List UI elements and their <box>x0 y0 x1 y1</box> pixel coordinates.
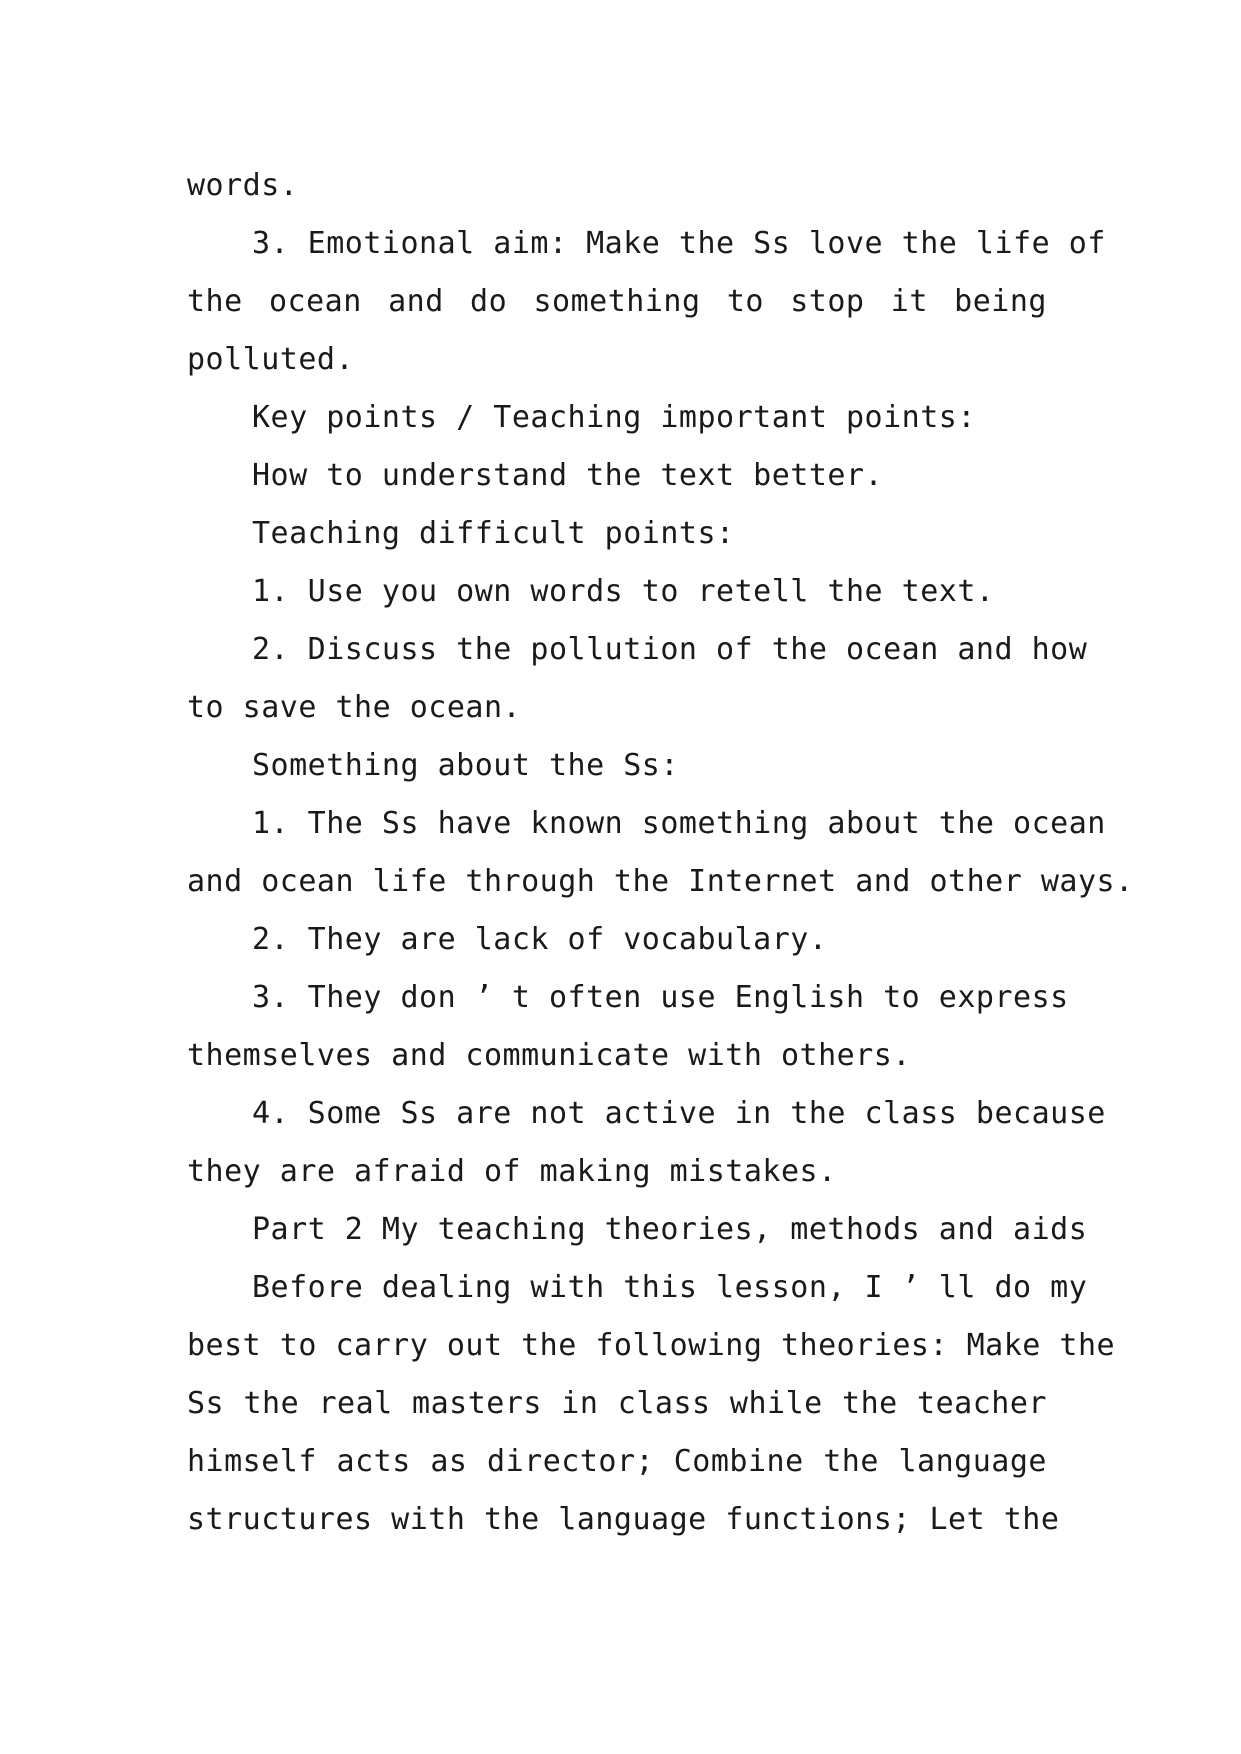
section-heading: Something about the Ss: <box>252 748 679 783</box>
text-line: polluted. <box>187 342 355 377</box>
text-line: to save the ocean. <box>187 690 522 725</box>
text-line: 1. The Ss have known something about the ocean <box>252 806 1106 841</box>
section-heading: Key points / Teaching important points: <box>252 400 976 435</box>
text-line: Ss the real masters in class while the teacher <box>187 1386 1047 1421</box>
text-line: best to carry out the following theories: Make the <box>187 1328 1116 1363</box>
text-line: themselves and communicate with others. <box>187 1038 911 1073</box>
text-line: and ocean life through the Internet and other ways. <box>187 864 1134 899</box>
text-line: 1. Use you own words to retell the text. <box>252 574 995 609</box>
section-heading: Part 2 My teaching theories, methods and aids <box>252 1212 1088 1247</box>
text-line: himself acts as director; Combine the language <box>187 1444 1047 1479</box>
text-line: the ocean and do something to stop it being <box>187 284 1047 319</box>
text-line: 3. Emotional aim: Make the Ss love the life of <box>252 226 1106 261</box>
text-line: they are afraid of making mistakes. <box>187 1154 837 1189</box>
text-line: 3. They don ’ t often use English to express <box>252 980 1069 1015</box>
text-line: 2. They are lack of vocabulary. <box>252 922 828 957</box>
text-line: 4. Some Ss are not active in the class because <box>252 1096 1106 1131</box>
text-line: Before dealing with this lesson, I ’ ll do my <box>252 1270 1088 1305</box>
text-line: words. <box>187 168 299 203</box>
text-line: structures with the language functions; Let the <box>187 1502 1060 1537</box>
text-line: How to understand the text better. <box>252 458 884 493</box>
section-heading: Teaching difficult points: <box>252 516 735 551</box>
text-line: 2. Discuss the pollution of the ocean and how <box>252 632 1088 667</box>
